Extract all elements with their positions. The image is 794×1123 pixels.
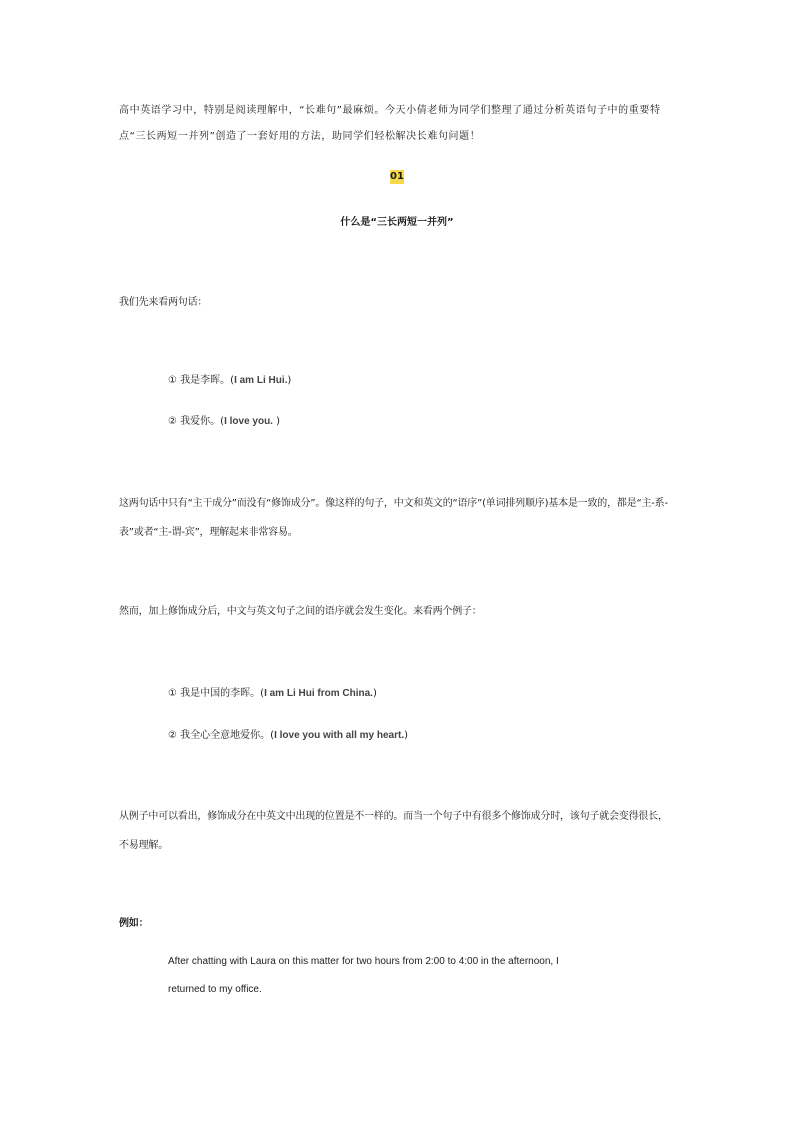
example-chinese: 我是中国的李晖。( — [180, 688, 265, 699]
example-4 — [168, 726, 408, 741]
example-english: I love you. — [224, 416, 273, 427]
intro-line-2: 点“三长两短一并列”创造了一套好用的方法，助同学们轻松解决长难句问题！ — [119, 131, 481, 142]
section-title: 什么是“三长两短一并列” — [340, 217, 454, 228]
section-number-badge: 01 — [390, 171, 404, 182]
circled-number: ① — [168, 375, 177, 386]
circled-number: ② — [168, 416, 177, 427]
example-english: I am Li Hui. — [234, 375, 288, 386]
example-chinese: 我爱你。( — [180, 416, 225, 427]
english-example-line-2: returned to my office. — [168, 984, 262, 995]
example-close-paren: ) — [272, 416, 281, 427]
example-close-paren: ) — [287, 375, 292, 386]
example-close-paren: ) — [404, 730, 409, 741]
example-chinese: 我是李晖。( — [180, 375, 235, 386]
intro-line-1: 高中英语学习中，特别是阅读理解中，“长难句”最麻烦。今天小倩老师为同学们整理了通过分析英语句子中的重要特 — [119, 105, 661, 116]
example-close-paren: ) — [372, 688, 377, 699]
example-1 — [168, 371, 291, 386]
example-chinese: 我全心全意地爱你。( — [180, 730, 275, 741]
paragraph-modifiers: 然而，加上修饰成分后，中文与英文句子之间的语序就会发生变化。来看两个例子： — [119, 606, 482, 617]
paragraph-intro-sentences: 我们先来看两句话： — [119, 297, 208, 308]
english-example-line-1: After chatting with Laura on this matter for two hours from 2:00 to 4:00 in the afternoon, I — [168, 956, 559, 967]
example-english: I love you with all my heart. — [274, 730, 405, 741]
example-3 — [168, 684, 377, 699]
circled-number: ① — [168, 688, 177, 699]
example-english: I am Li Hui from China. — [264, 688, 373, 699]
paragraph-main-components-line-2: 表”或者“主-谓-宾”，理解起来非常容易。 — [119, 527, 298, 538]
paragraph-main-components-line-1: 这两句话中只有“主干成分”而没有“修饰成分”。像这样的句子，中文和英文的“语序”(单词排列顺序)基本是一致的，都是“主-系- — [119, 498, 668, 509]
circled-number: ② — [168, 730, 177, 741]
example-label: 例如： — [119, 918, 149, 929]
paragraph-conclusion-line-2: 不易理解。 — [119, 840, 168, 851]
paragraph-conclusion-line-1: 从例子中可以看出，修饰成分在中英文中出现的位置是不一样的。而当一个句子中有很多个修饰成分时，该句子就会变得很长， — [119, 811, 668, 822]
example-2 — [168, 412, 280, 427]
